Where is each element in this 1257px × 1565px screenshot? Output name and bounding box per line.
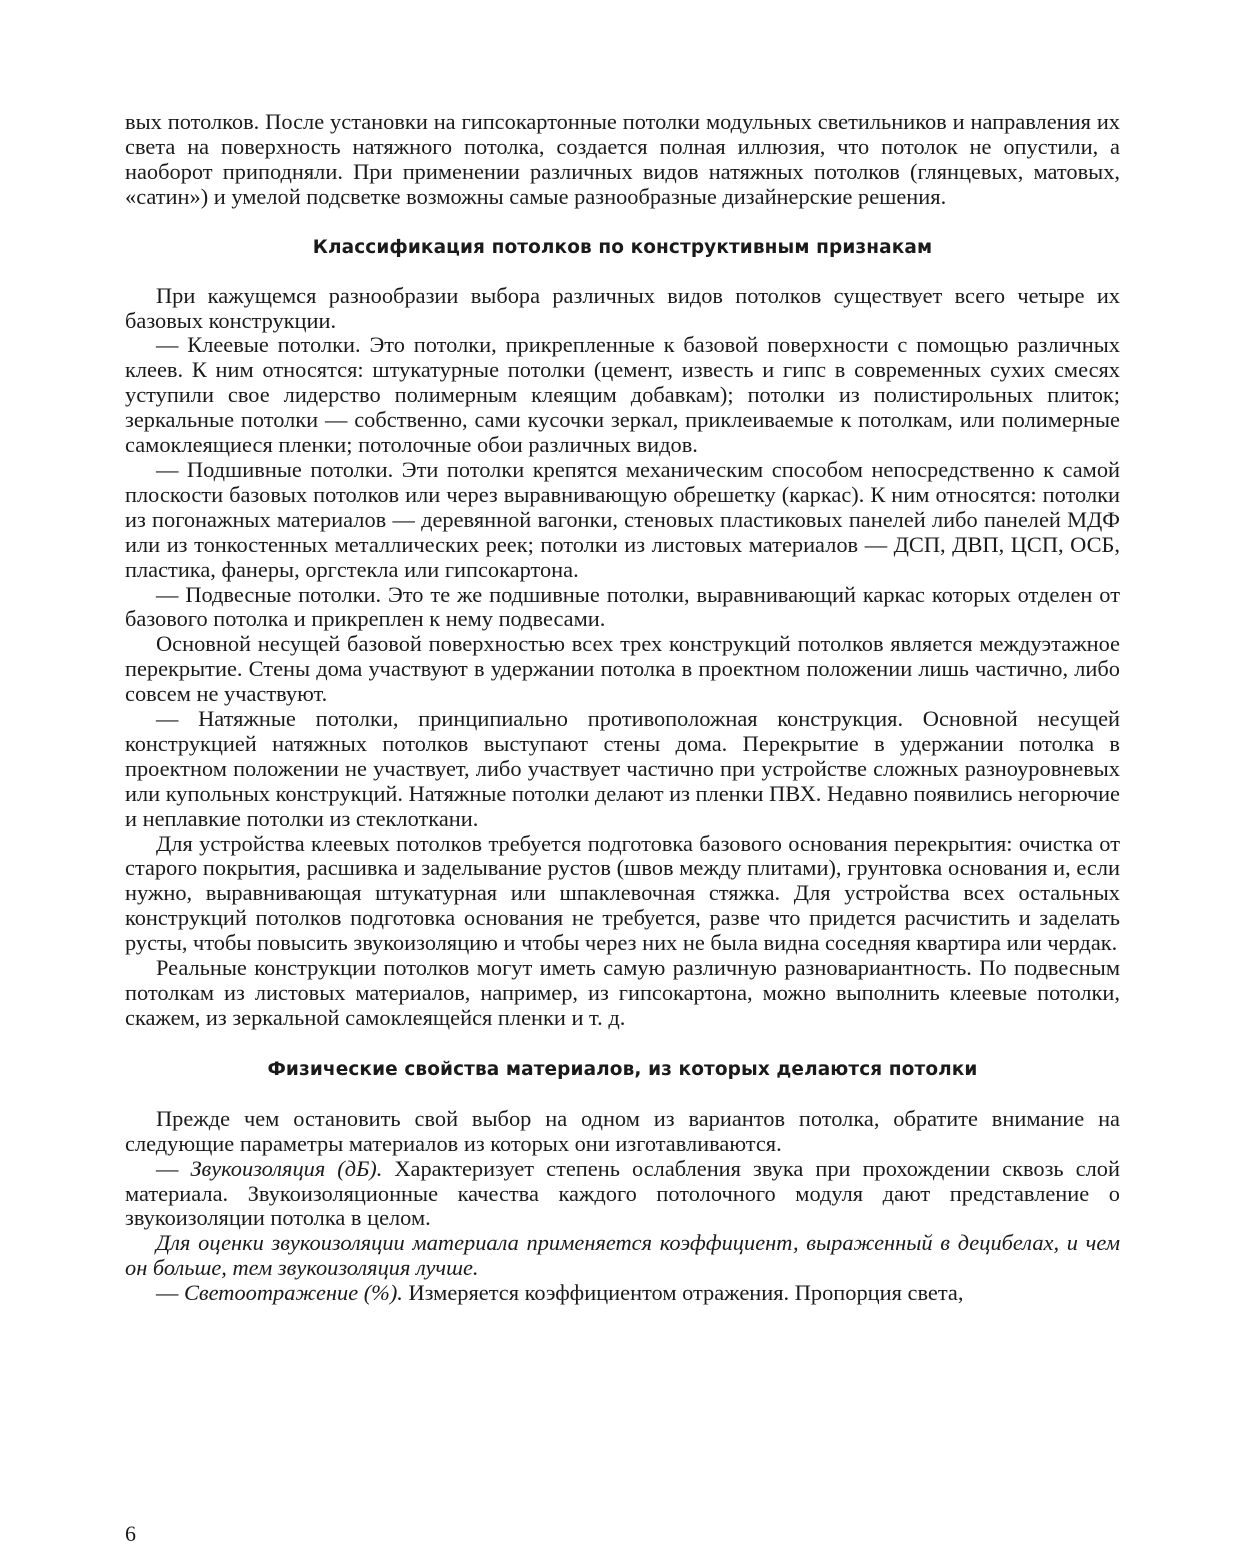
section-body-physical-properties (125, 1107, 1120, 1306)
note-paragraph: Для оценки звукоизоляции материала применяется коэффициент, выраженный в децибелах, и чем он больше, тем звукоизоляция лучше. (125, 1230, 1120, 1281)
paragraph-suspended-ceilings: — Подвесные потолки. Это те же подшивные потолки, выравнивающий каркас которых отделен от базового потолка и прикреплен к нему подвесами. (125, 581, 1120, 632)
dash: — (156, 1155, 191, 1181)
term-sound-insulation: Звукоизоляция (дБ). (190, 1155, 383, 1181)
paragraph-light-reflection (125, 1281, 1120, 1306)
paragraph: Реальные конструкции потолков могут иметь самую различную разновариантность. По подвесным потолкам из листовых материалов, например, из гипсокартона, можно выполнить клеевые потолки, скажем, из зеркальной самоклеящейся пленки и т. д. (125, 955, 1120, 1030)
section-heading-classification: Классификация потолков по конструктивным признакам (312, 236, 933, 258)
term-light-reflection: Светоотражение (%). (184, 1280, 403, 1306)
section-body-classification (125, 284, 1120, 1031)
paragraph: Прежде чем остановить свой выбор на одном из вариантов потолка, обратите внимание на следующие параметры материалов из которых они изготавливаются. (125, 1105, 1120, 1156)
paragraph: Для устройства клеевых потолков требуется подготовка базового основания перекрытия: очистка от старого покрытия, расшивка и заделывание рустов (швов между плитами), грунтовка основания и, если нужно, выравнивающая штукатурная или шпаклевочная стяжка. Для устройства всех остальных конструкций потолков подготовка основания не требуется, разве что придется расчистить и заделать русты, чтобы повысить звукоизоляцию и чтобы через них не была видна соседняя квартира или чердак. (125, 830, 1120, 956)
page-number: 6 (125, 1521, 136, 1546)
intro-paragraph: вых потолков. После установки на гипсокартонные потолки модульных светильников и направления их света на поверхность натяжного потолка, создается полная иллюзия, что потолок не опустили, а наоборот приподняли. При применении различных видов натяжных потолков (глянцевых, матовых, «сатин») и умелой подсветке возможны самые разнообразные дизайнерские решения. (125, 109, 1120, 209)
dash: — (156, 1280, 184, 1306)
paragraph-glued-ceilings: — Клеевые потолки. Это потолки, прикрепленные к базовой поверхности с помощью различных клеев. К ним относятся: штукатурные потолки (цемент, известь и гипс в современных сухих смесях уступили свое лидерство полимерным клеящим добавкам); потолки из полистирольных плиток; зеркальные потолки — собственно, сами кусочки зеркал, приклеиваемые к потолкам, или полимерные самоклеящиеся пленки; потолочные обои различных видов. (125, 332, 1120, 458)
paragraph-hemmed-ceilings: — Подшивные потолки. Эти потолки крепятся механическим способом непосредственно к самой плоскости базовых потолков или через выравнивающую обрешетку (каркас). К ним относятся: потолки из погонажных материалов — деревянной вагонки, стеновых пластиковых панелей либо панелей МДФ или из тонкостенных металлических реек; потолки из листовых материалов — ДСП, ДВП, ЦСП, ОСБ, пластика, фанеры, оргстекла или гипсокартона. (125, 456, 1120, 582)
paragraph: При кажущемся разнообразии выбора различных видов потолков существует всего четыре их базовых конструкции. (125, 282, 1120, 333)
paragraph: Основной несущей базовой поверхностью всех трех конструкций потолков является междуэтажное перекрытие. Стены дома участвуют в удержании потолка в проектном положении лишь частично, либо совсем не участвуют. (125, 631, 1120, 707)
paragraph-stretch-ceilings: — Натяжные потолки, принципиально противоположная конструкция. Основной несущей конструкцией натяжных потолков выступают стены дома. Перекрытие в удержании потолка в проектном положении не участвует, либо участвует частично при устройстве сложных разноуровневых или купольных конструкций. Натяжные потолки делают из пленки ПВХ. Недавно появились негорючие и неплавкие потолки из стеклоткани. (125, 706, 1120, 831)
section-heading-physical-properties: Физические свойства материалов, из которых делаются потолки (267, 1058, 978, 1080)
definition-text: Измеряется коэффициентом отражения. Пропорция света, (402, 1280, 964, 1306)
definition-text: Характеризует степень ослабления звука при прохождении сквозь слой материала. Звукоизоляционные качества каждого потолочного модуля дают представление о звукоизоляции потолка в целом. (125, 1155, 1120, 1231)
paragraph-sound-insulation (125, 1157, 1120, 1232)
